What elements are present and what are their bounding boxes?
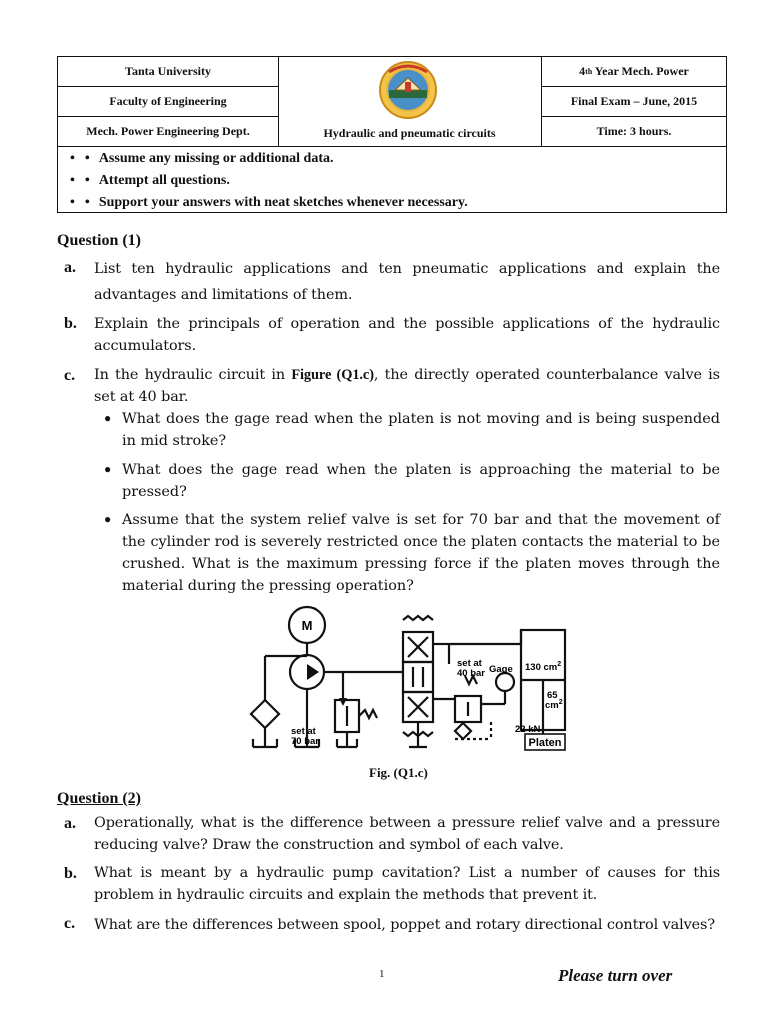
- turn-over-note: Please turn over: [558, 966, 673, 985]
- motor-label: M: [301, 618, 313, 633]
- q1c-bullet-1: What does the gage read when the platen is not moving and is being suspended in mid stroke?: [122, 411, 720, 449]
- bullet-icon: •: [84, 173, 90, 188]
- year-info: [541, 57, 727, 86]
- q1a-label: a.: [64, 259, 76, 276]
- exam-date: Final Exam – June, 2015: [570, 93, 698, 108]
- q2c-label: c.: [64, 915, 76, 932]
- load-label: 22 kN: [515, 724, 541, 735]
- university-logo: [375, 60, 441, 120]
- q2b-label: b.: [64, 865, 77, 882]
- set70-label-2: 70 bar: [291, 736, 319, 747]
- q2a-label: a.: [64, 815, 76, 832]
- gage-symbol: [496, 673, 514, 691]
- department-name: Mech. Power Engineering Dept.: [86, 123, 250, 138]
- filter-symbol: [251, 700, 279, 728]
- q1b-label: b.: [64, 315, 77, 332]
- q1c-text: In the hydraulic circuit in Figure (Q1.c), the directly operated counterbalance valve is set at 40 bar.: [94, 367, 720, 405]
- set40-label-2: 40 bar: [457, 668, 485, 679]
- set40-label-1: set at: [457, 658, 482, 669]
- question-2-title: Question (2): [57, 790, 141, 807]
- area1-label: 130 $cm^2$: [525, 661, 562, 673]
- set70-label-1: set at: [291, 726, 316, 737]
- year-number: 4: [579, 64, 586, 78]
- instruction-item: • • Attempt all questions.: [70, 170, 468, 192]
- instruction-item: • • Assume any missing or additional data.: [70, 148, 468, 170]
- bullet-icon: ●: [104, 411, 112, 425]
- question-1-title: Question (1): [57, 232, 141, 249]
- year-text: Year Mech. Power: [592, 64, 689, 78]
- year-suffix: th: [585, 67, 593, 76]
- gage-label: Gage: [489, 664, 513, 675]
- area2-label-1: 65: [547, 690, 558, 701]
- q1a-text: List ten hydraulic applications and ten pneumatic applications and explain the advantages and limitations of them.: [94, 261, 720, 303]
- bullet-icon: •: [84, 195, 90, 210]
- hydraulic-circuit-figure: [243, 604, 573, 762]
- q2c-text: What are the differences between spool, poppet and rotary directional control valves?: [94, 917, 715, 933]
- q1c-bullet-2: What does the gage read when the platen is approaching the material to be pressed?: [122, 462, 720, 500]
- figure-reference: Figure (Q1.c): [291, 367, 374, 383]
- exam-duration: Time: 3 hours.: [596, 123, 672, 138]
- figure-caption: Fig. (Q1.c): [369, 765, 428, 780]
- university-name: Tanta University: [125, 64, 211, 78]
- course-title: Hydraulic and pneumatic circuits: [323, 125, 496, 140]
- instruction-list: [70, 148, 468, 214]
- q1c-label: c.: [64, 367, 76, 384]
- q1c-bullet-3: Assume that the system relief valve is set for 70 bar and that the movement of the cylinder rod is severely restricted once the platen contacts the material to be crushed. What is the maximum pressing force if the platen moves through the material during the pressing operation?: [122, 512, 720, 594]
- bullet-icon: •: [84, 151, 90, 166]
- bullet-icon: ●: [104, 512, 112, 526]
- platen-label: Platen: [528, 737, 562, 749]
- page-number: 1: [379, 968, 385, 980]
- q1b-text: Explain the principals of operation and the possible applications of the hydraulic accumulators.: [94, 316, 720, 354]
- divider: [58, 146, 727, 147]
- q2b-text: What is meant by a hydraulic pump cavitation? List a number of causes for this problem in hydraulic circuits and explain the methods that prevent it.: [94, 865, 720, 903]
- faculty-name: Faculty of Engineering: [109, 93, 227, 108]
- q2a-text: Operationally, what is the difference between a pressure relief valve and a pressure reducing valve? Draw the construction and symbol of each valve.: [94, 815, 720, 853]
- bullet-icon: ●: [104, 462, 112, 476]
- area2-label-2: $cm^2$: [545, 699, 563, 711]
- instruction-item: • • Support your answers with neat sketches whenever necessary.: [70, 192, 468, 214]
